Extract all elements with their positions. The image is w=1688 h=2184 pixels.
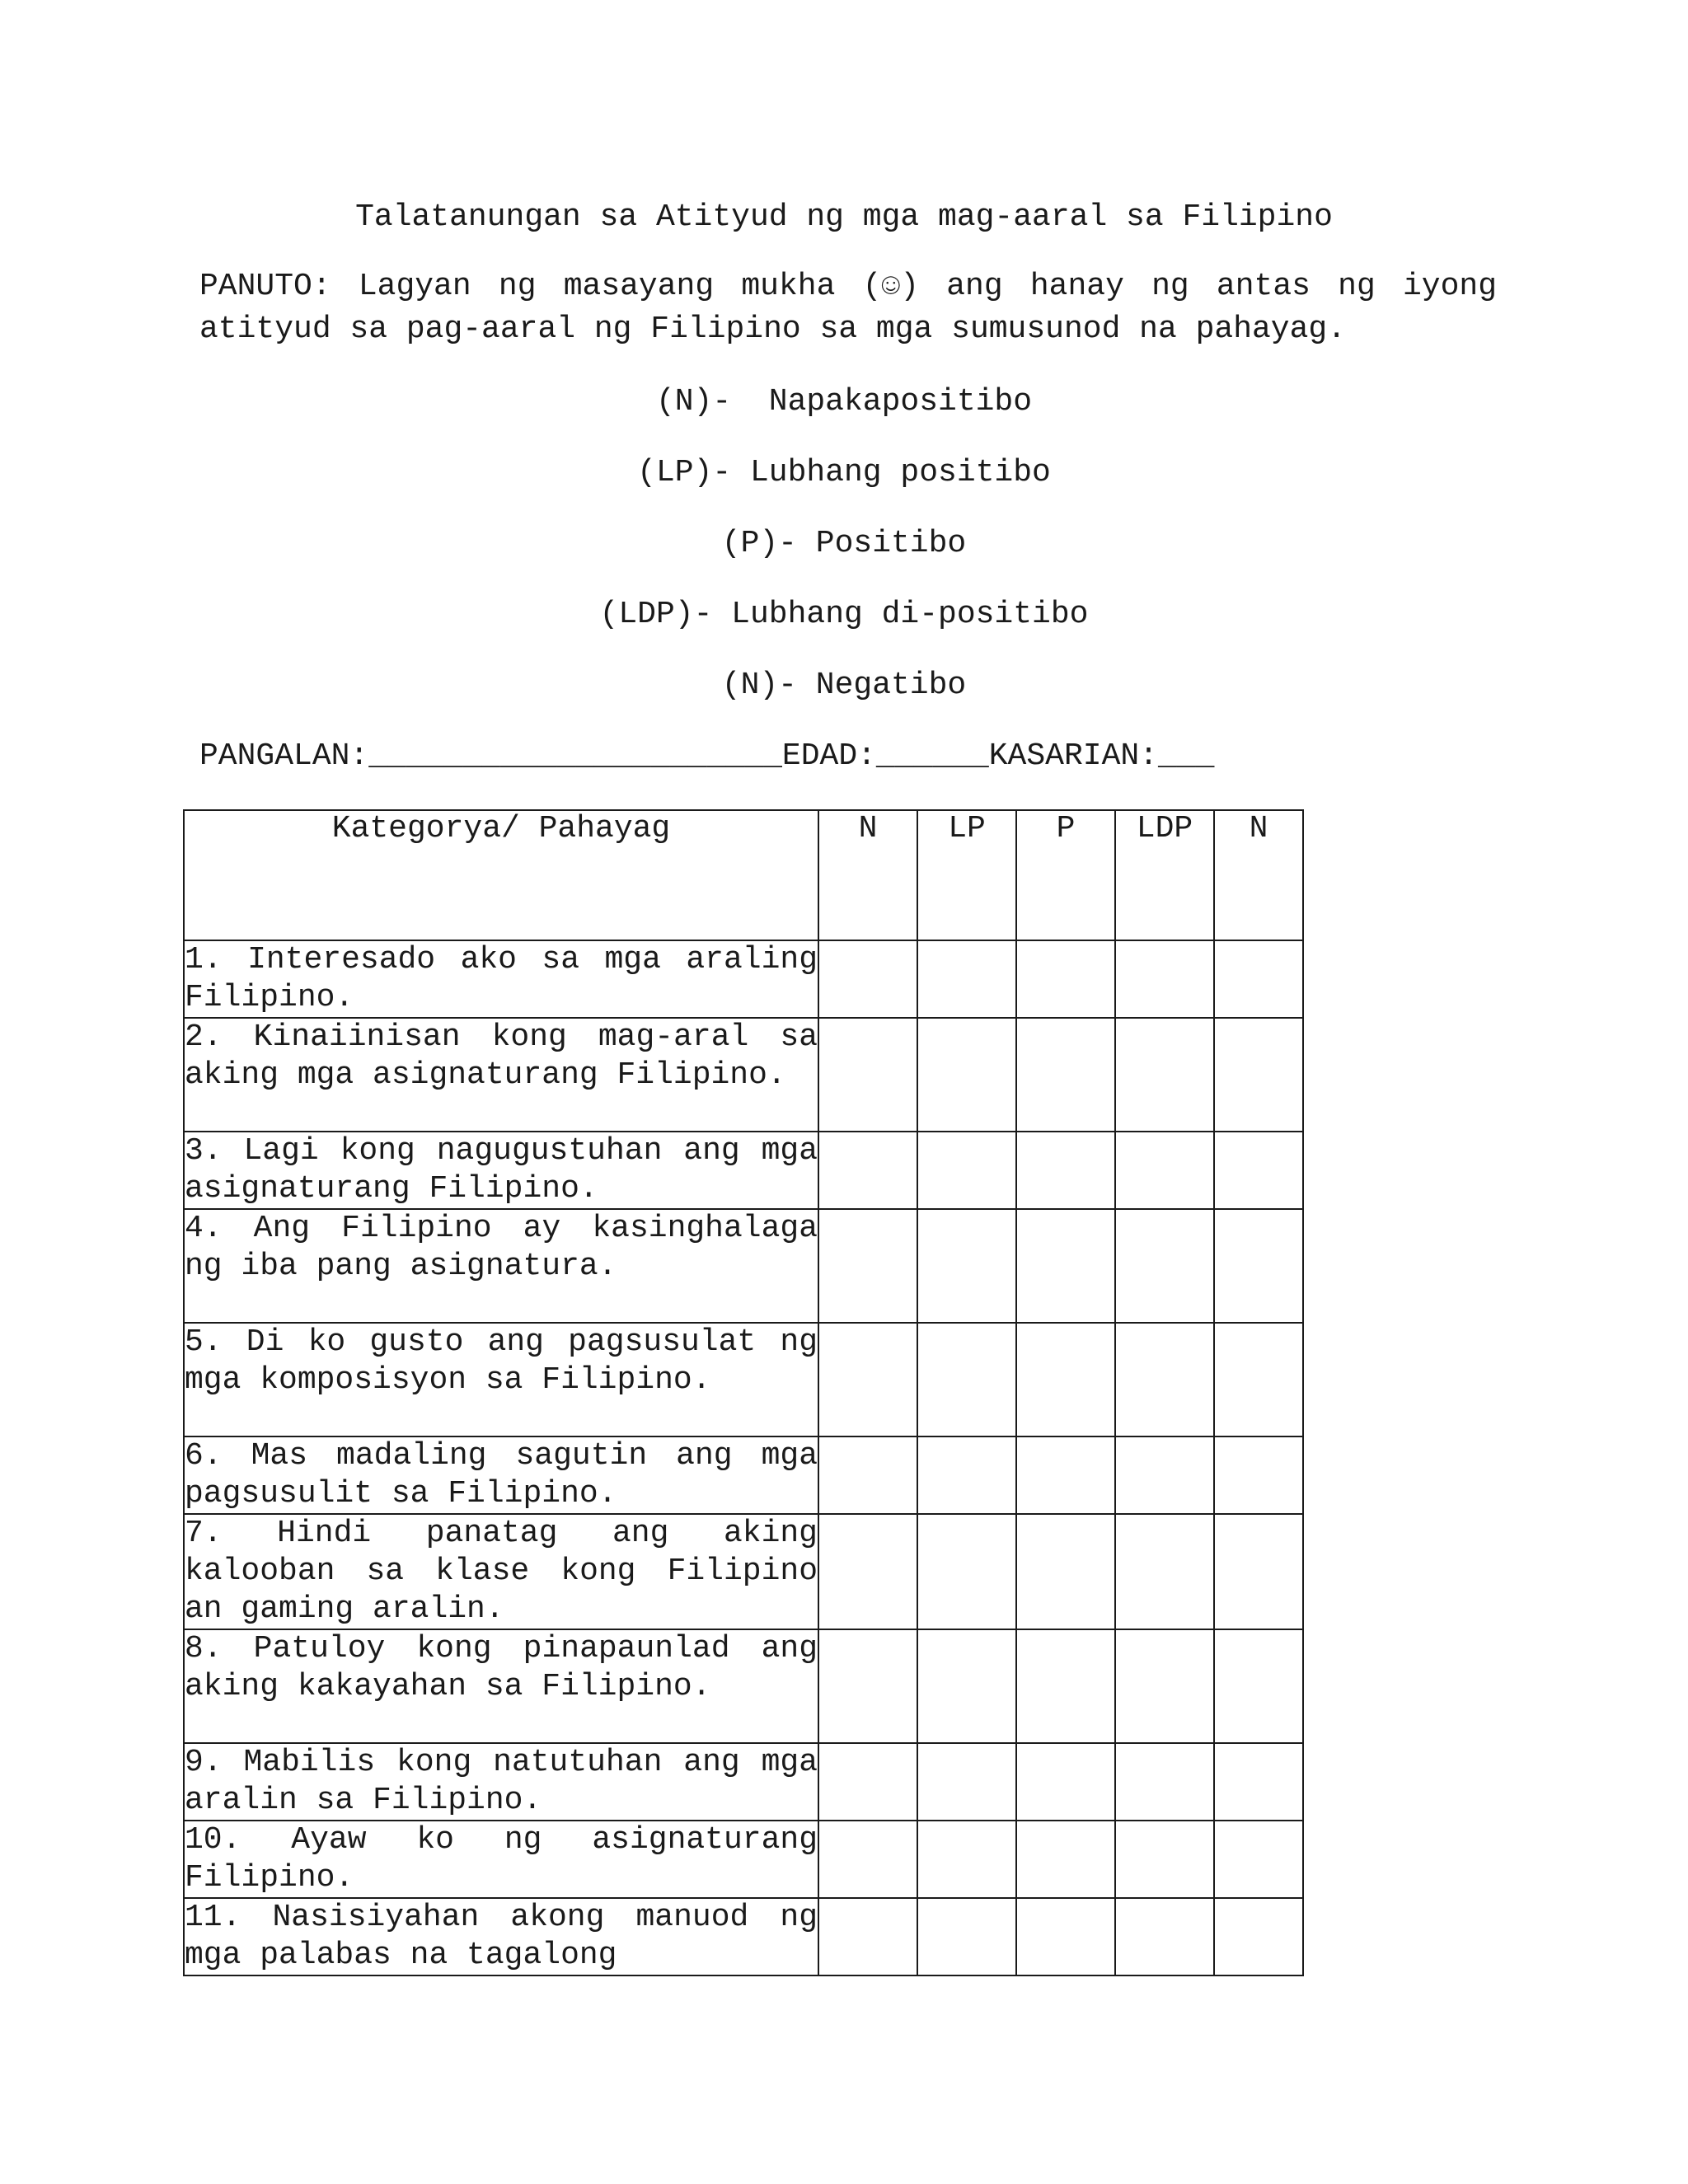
table-row — [184, 1018, 1303, 1132]
rating-cell-p[interactable] — [1016, 1323, 1115, 1436]
table-row — [184, 1898, 1303, 1975]
rating-cell-ldp[interactable] — [1115, 1629, 1214, 1743]
rating-cell-p[interactable] — [1016, 1209, 1115, 1323]
rating-cell-p[interactable] — [1016, 1132, 1115, 1209]
attitude-survey-table — [183, 809, 1304, 1976]
rating-cell-ldp[interactable] — [1115, 940, 1214, 1018]
rating-cell-negatibo[interactable] — [1214, 1323, 1303, 1436]
rating-cell-negatibo[interactable] — [1214, 1436, 1303, 1514]
statement-cell: 2. Kinaiinisan kong mag-aral sa aking mga asignaturang Filipino. — [184, 1018, 818, 1132]
rating-cell-lp[interactable] — [917, 1821, 1016, 1898]
rating-cell-p[interactable] — [1016, 1629, 1115, 1743]
statement-cell: 5. Di ko gusto ang pagsusulat ng mga komposisyon sa Filipino. — [184, 1323, 818, 1436]
statement-cell: 8. Patuloy kong pinapaunlad ang aking kakayahan sa Filipino. — [184, 1629, 818, 1743]
rating-cell-n[interactable] — [818, 1898, 917, 1975]
rating-cell-ldp[interactable] — [1115, 1323, 1214, 1436]
rating-cell-p[interactable] — [1016, 1514, 1115, 1629]
rating-cell-ldp[interactable] — [1115, 1209, 1214, 1323]
rating-cell-negatibo[interactable] — [1214, 1018, 1303, 1132]
rating-cell-lp[interactable] — [917, 1514, 1016, 1629]
statement-cell: 7. Hindi panatag ang aking kalooban sa klase kong Filipino an gaming aralin. — [184, 1514, 818, 1629]
legend-item-lubhang-positibo: (LP)- Lubhang positibo — [637, 455, 1051, 490]
header-p: P — [1016, 810, 1115, 940]
rating-cell-ldp[interactable] — [1115, 1514, 1214, 1629]
rating-cell-negatibo[interactable] — [1214, 1743, 1303, 1821]
rating-cell-lp[interactable] — [917, 1629, 1016, 1743]
rating-cell-n[interactable] — [818, 1743, 917, 1821]
rating-cell-negatibo[interactable] — [1214, 1514, 1303, 1629]
header-n: N — [818, 810, 917, 940]
table-row — [184, 1743, 1303, 1821]
rating-cell-n[interactable] — [818, 1821, 917, 1898]
table-row — [184, 940, 1303, 1018]
rating-cell-negatibo[interactable] — [1214, 1821, 1303, 1898]
rating-cell-ldp[interactable] — [1115, 1821, 1214, 1898]
rating-cell-n[interactable] — [818, 1209, 917, 1323]
rating-cell-n[interactable] — [818, 940, 917, 1018]
rating-cell-n[interactable] — [818, 1018, 917, 1132]
rating-cell-ldp[interactable] — [1115, 1898, 1214, 1975]
header-lp: LP — [917, 810, 1016, 940]
rating-cell-negatibo[interactable] — [1214, 1629, 1303, 1743]
rating-cell-ldp[interactable] — [1115, 1436, 1214, 1514]
rating-cell-n[interactable] — [818, 1629, 917, 1743]
rating-cell-p[interactable] — [1016, 1898, 1115, 1975]
rating-cell-negatibo[interactable] — [1214, 1209, 1303, 1323]
table-row — [184, 1514, 1303, 1629]
rating-cell-n[interactable] — [818, 1132, 917, 1209]
legend-item-negatibo: (N)- Negatibo — [721, 668, 967, 703]
rating-cell-negatibo[interactable] — [1214, 1132, 1303, 1209]
rating-cell-ldp[interactable] — [1115, 1018, 1214, 1132]
legend-item-napakapositibo: (N)- Napakapositibo — [655, 384, 1033, 419]
document-title: Talatanungan sa Atityud ng mga mag-aaral sa Filipino — [355, 199, 1333, 235]
rating-cell-lp[interactable] — [917, 1018, 1016, 1132]
statement-cell: 1. Interesado ako sa mga araling Filipino. — [184, 940, 818, 1018]
table-row — [184, 1436, 1303, 1514]
rating-cell-p[interactable] — [1016, 1821, 1115, 1898]
statement-cell: 11. Nasisiyahan akong manuod ng mga palabas na tagalong — [184, 1898, 818, 1975]
table-row — [184, 1209, 1303, 1323]
table-row — [184, 1821, 1303, 1898]
rating-cell-n[interactable] — [818, 1436, 917, 1514]
header-kategorya-pahayag: Kategorya/ Pahayag — [184, 810, 818, 940]
statement-cell: 6. Mas madaling sagutin ang mga pagsusulit sa Filipino. — [184, 1436, 818, 1514]
table-row — [184, 1323, 1303, 1436]
rating-cell-p[interactable] — [1016, 1743, 1115, 1821]
header-n-negatibo: N — [1214, 810, 1303, 940]
rating-cell-lp[interactable] — [917, 1323, 1016, 1436]
table-row — [184, 1132, 1303, 1209]
table-row — [184, 1629, 1303, 1743]
statement-cell: 10. Ayaw ko ng asignaturang Filipino. — [184, 1821, 818, 1898]
rating-cell-negatibo[interactable] — [1214, 940, 1303, 1018]
table-header-row — [184, 810, 1303, 940]
rating-cell-n[interactable] — [818, 1514, 917, 1629]
rating-cell-lp[interactable] — [917, 1743, 1016, 1821]
header-ldp: LDP — [1115, 810, 1214, 940]
rating-cell-lp[interactable] — [917, 1209, 1016, 1323]
statement-cell: 3. Lagi kong nagugustuhan ang mga asignaturang Filipino. — [184, 1132, 818, 1209]
rating-cell-p[interactable] — [1016, 940, 1115, 1018]
rating-cell-lp[interactable] — [917, 1436, 1016, 1514]
rating-cell-p[interactable] — [1016, 1436, 1115, 1514]
instructions-text: PANUTO: Lagyan ng masayang mukha (☺) ang hanay ng antas ng iyong atityud sa pag-aaral ng Filipino sa mga sumusunod na pahayag. — [199, 269, 1497, 347]
rating-cell-n[interactable] — [818, 1323, 917, 1436]
rating-cell-ldp[interactable] — [1115, 1743, 1214, 1821]
respondent-info-line: PANGALAN:______________________EDAD:______KASARIAN:___ — [199, 738, 1215, 774]
rating-cell-lp[interactable] — [917, 1132, 1016, 1209]
rating-cell-ldp[interactable] — [1115, 1132, 1214, 1209]
legend-item-positibo: (P)- Positibo — [721, 526, 967, 561]
statement-cell: 4. Ang Filipino ay kasinghalaga ng iba pang asignatura. — [184, 1209, 818, 1323]
rating-cell-lp[interactable] — [917, 1898, 1016, 1975]
rating-cell-negatibo[interactable] — [1214, 1898, 1303, 1975]
rating-cell-lp[interactable] — [917, 940, 1016, 1018]
rating-cell-p[interactable] — [1016, 1018, 1115, 1132]
legend-item-lubhang-di-positibo: (LDP)- Lubhang di-positibo — [599, 597, 1089, 632]
statement-cell: 9. Mabilis kong natutuhan ang mga aralin sa Filipino. — [184, 1743, 818, 1821]
